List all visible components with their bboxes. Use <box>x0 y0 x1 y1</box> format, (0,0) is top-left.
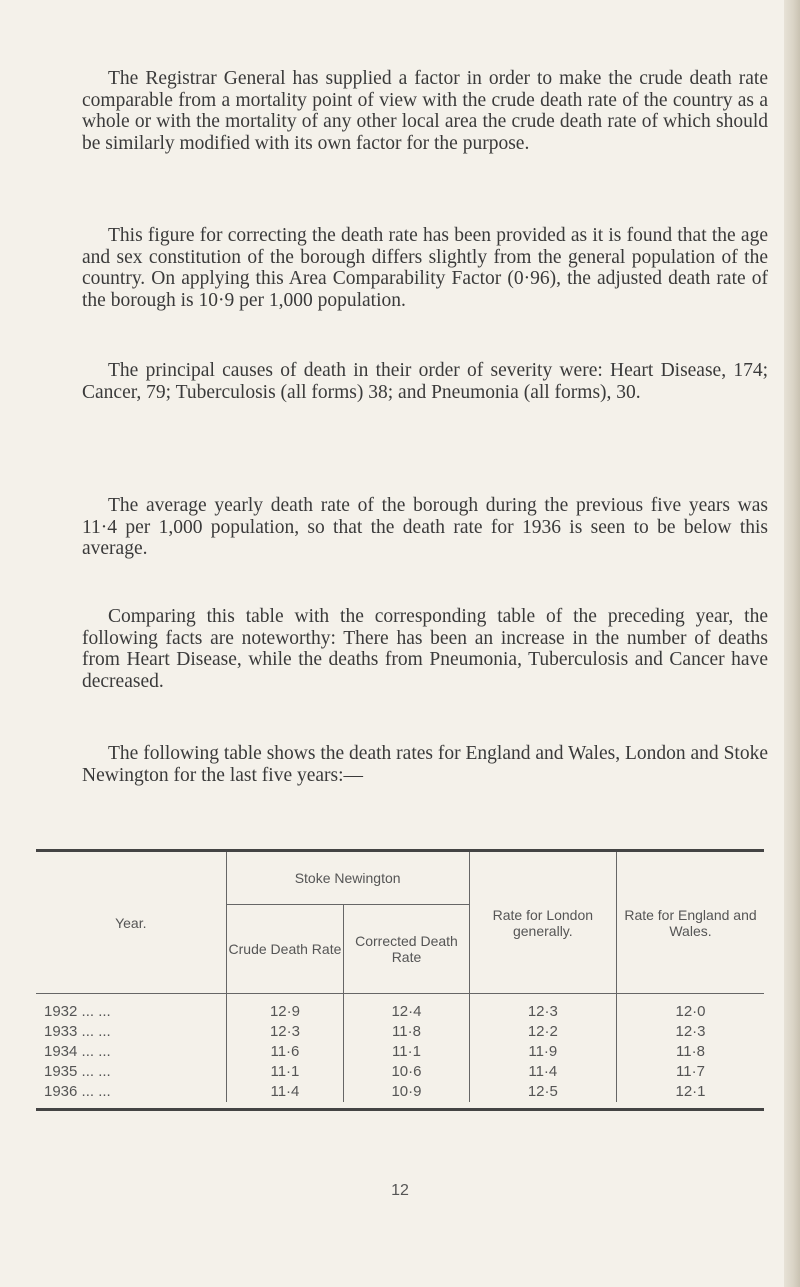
page-number: 12 <box>391 1182 409 1199</box>
paragraph-text: The following table shows the death rates for England and Wales, London and Stoke Newington for the last five years:— <box>82 743 768 786</box>
cell-corrected-rate: 11·1 <box>344 1042 469 1062</box>
table-row <box>36 1082 764 1102</box>
table-bottom-rule <box>36 1108 764 1111</box>
cell-england-rate: 12·3 <box>675 1023 706 1040</box>
header-crude-death-rate: Crude Death Rate <box>226 905 344 994</box>
cell-year: 1934 ... ... <box>36 1042 226 1062</box>
cell-crude-rate: 11·4 <box>226 1082 344 1102</box>
paragraph-text: The Registrar General has supplied a factor in order to make the crude death rate comparable from a mortality point of view with the crude death rate of the country as a whole or with the mortality of any other local area the crude death rate of which should be similarly modified with its own factor for the purpose. <box>82 68 768 154</box>
cell-england-rate: 11·7 <box>676 1063 705 1080</box>
cell-corrected-rate: 10·9 <box>344 1082 469 1102</box>
cell-england-rate: 11·8 <box>676 1043 705 1060</box>
cell-england-rate: 12·0 <box>675 1003 706 1020</box>
table-row <box>36 1062 764 1082</box>
cell-london-rate: 11·4 <box>469 1062 616 1082</box>
cell-year: 1935 ... ... <box>36 1062 226 1082</box>
cell-corrected-rate: 11·8 <box>344 1022 469 1042</box>
cell-england-rate: 12·1 <box>675 1083 706 1100</box>
cell-corrected-rate: 10·6 <box>344 1062 469 1082</box>
table-row <box>36 1022 764 1042</box>
table-row <box>36 1042 764 1062</box>
paragraph-average-rate <box>82 495 768 560</box>
cell-corrected-rate: 12·4 <box>344 1002 469 1022</box>
paragraph-comparison <box>82 606 768 692</box>
paragraph-principal-causes <box>82 360 768 403</box>
paragraph-text: This figure for correcting the death rate has been provided as it is found that the age and sex constitution of the borough differs slightly from the general population of the country. On applying this Area Comparability Factor (0·96), the adjusted death rate of the borough is 10·9 per 1,000 population. <box>82 225 768 311</box>
header-stoke-newington: Stoke Newington <box>226 852 469 905</box>
cell-london-rate: 12·2 <box>469 1022 616 1042</box>
cell-crude-rate: 12·3 <box>226 1022 344 1042</box>
cell-london-rate: 12·3 <box>469 1002 616 1022</box>
header-year: Year. <box>36 852 226 994</box>
page-edge <box>784 0 800 1287</box>
table-row <box>36 1002 764 1022</box>
header-london-rate: Rate for London generally. <box>469 852 616 994</box>
paragraph-text: The principal causes of death in their order of severity were: Heart Disease, 174; Cancer, 79; Tuberculosis (all forms) 38; and Pneumonia (all forms), 30. <box>82 360 768 403</box>
paragraph-registrar-factor <box>82 68 768 154</box>
cell-london-rate: 11·9 <box>469 1042 616 1062</box>
cell-year: 1933 ... ... <box>36 1022 226 1042</box>
death-rate-table <box>36 849 764 1111</box>
paragraph-text: Comparing this table with the corresponding table of the preceding year, the following facts are noteworthy: There has been an increase in the number of deaths from Heart Disease, while the deaths from Pneumonia, Tuberculosis and Cancer have decreased. <box>82 606 768 692</box>
cell-crude-rate: 11·1 <box>226 1062 344 1082</box>
paragraph-correction-figure <box>82 225 768 311</box>
header-corrected-death-rate: Corrected Death Rate <box>344 905 469 994</box>
paragraph-text: The average yearly death rate of the borough during the previous five years was 11·4 per 1,000 population, so that the death rate for 1936 is seen to be below this average. <box>82 495 768 559</box>
cell-crude-rate: 12·9 <box>226 1002 344 1022</box>
cell-crude-rate: 11·6 <box>226 1042 344 1062</box>
header-england-wales-rate: Rate for England and Wales. <box>624 906 757 939</box>
cell-year: 1936 ... ... <box>36 1082 226 1102</box>
cell-year: 1932 ... ... <box>36 1002 226 1022</box>
paragraph-table-intro <box>82 743 768 786</box>
cell-london-rate: 12·5 <box>469 1082 616 1102</box>
